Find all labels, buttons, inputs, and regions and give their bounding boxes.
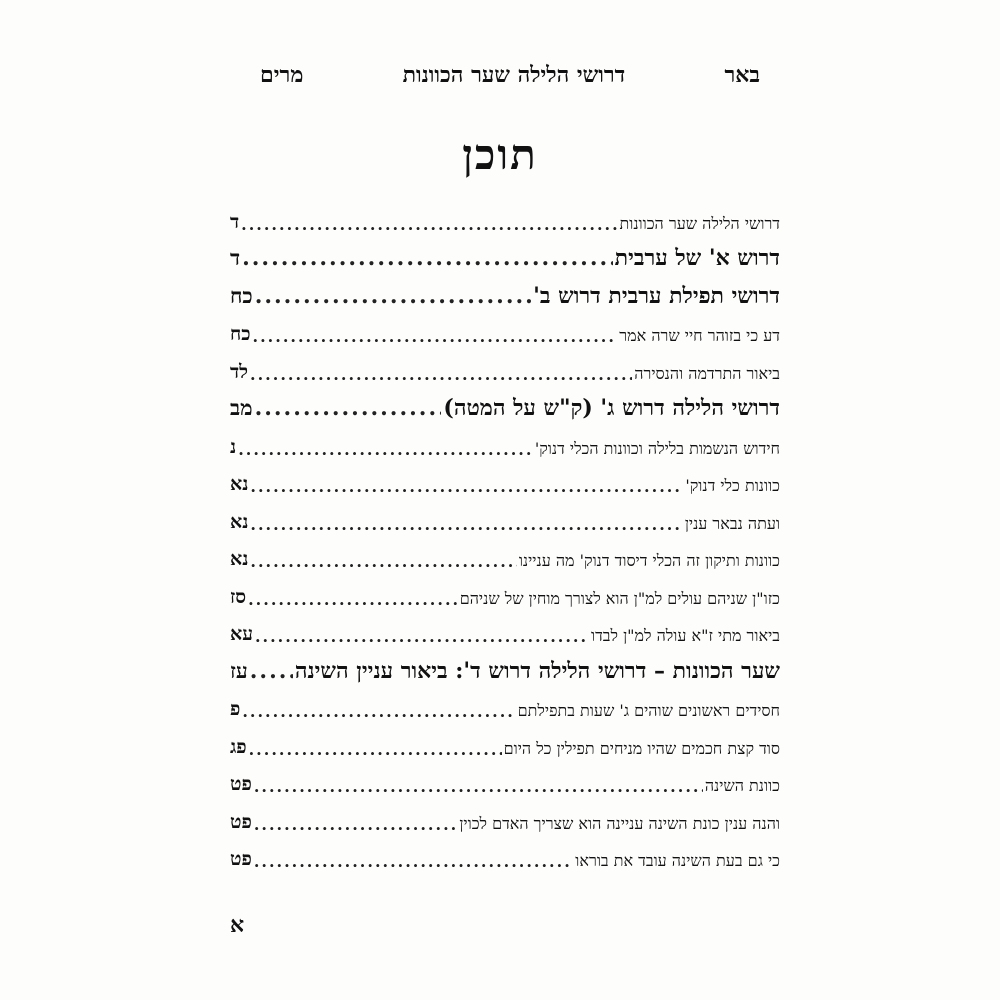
dot-leader bbox=[242, 245, 613, 271]
toc-entry-label: דרושי הלילה שער הכוונות bbox=[619, 213, 780, 233]
toc-entry bbox=[230, 271, 780, 309]
toc-entry-page: עז bbox=[230, 657, 248, 683]
toc-entry bbox=[230, 459, 780, 497]
toc-entry bbox=[230, 496, 780, 534]
toc-entry-label: כזו"ן שניהם עולים למ"ן הוא לצורך מוחין של שניהם bbox=[459, 588, 780, 608]
toc-entry-label: חסידים ראשונים שוהים ג' שעות בתפילתם bbox=[517, 701, 780, 720]
toc-entry bbox=[230, 421, 780, 459]
running-head-right: באר bbox=[724, 62, 760, 88]
toc-entry bbox=[230, 346, 780, 384]
toc-entry-label: ביאור מתי ז"א עולה למ"ן לבדו bbox=[591, 626, 780, 645]
toc-entry-page: כח bbox=[230, 282, 253, 308]
dot-leader bbox=[250, 552, 516, 571]
toc-entry bbox=[230, 721, 780, 759]
toc-entry-label: ועתה נבאר ענין bbox=[684, 513, 780, 533]
dot-leader bbox=[255, 283, 531, 309]
toc-entry-page: פט bbox=[230, 810, 252, 833]
dot-leader bbox=[250, 477, 683, 496]
toc-entry bbox=[230, 759, 780, 797]
toc-entry-label: דע כי בזוהר חיי שרה אמר bbox=[619, 326, 780, 345]
toc-entry bbox=[230, 609, 780, 647]
dot-leader bbox=[253, 327, 618, 346]
toc-entry-page: עא bbox=[230, 623, 253, 645]
toc-entry-page: פט bbox=[230, 848, 252, 870]
toc-entry-label: דרושי תפילת ערבית דרוש ב' bbox=[533, 282, 780, 309]
toc-entry bbox=[230, 196, 780, 234]
toc-entry-page: ד bbox=[230, 210, 240, 233]
toc-entry bbox=[230, 684, 780, 722]
toc-entry-label: דרוש א' של ערבית bbox=[614, 245, 780, 271]
dot-leader bbox=[242, 702, 515, 721]
toc-entry bbox=[230, 234, 780, 272]
toc-entry-label: דרושי הלילה דרוש ג' (ק"ש על המטה) bbox=[443, 395, 780, 421]
toc-entry bbox=[230, 834, 780, 872]
dot-leader bbox=[250, 365, 632, 384]
toc-entry-page: נא bbox=[230, 548, 249, 570]
toc-entry bbox=[230, 571, 780, 609]
toc-entry bbox=[230, 796, 780, 834]
dot-leader bbox=[248, 590, 458, 609]
toc-entry-page: מב bbox=[230, 395, 253, 420]
dot-leader bbox=[255, 395, 442, 421]
toc-entry bbox=[230, 534, 780, 572]
dot-leader bbox=[250, 658, 293, 684]
toc-entry-page: סז bbox=[230, 585, 247, 608]
toc-entry-label: שער הכוונות – דרושי הלילה דרוש ד': ביאור עניין השינה bbox=[294, 657, 780, 684]
toc-entry-label: והנה ענין כונת השינה עניינה הוא שצריך האדם לכוין bbox=[459, 813, 780, 833]
toc-entry-label: כוונות ותיקון זה הכלי דיסוד דנוק' מה עניינו bbox=[518, 551, 780, 570]
running-head-center: דרושי הלילה שער הכוונות bbox=[402, 62, 626, 88]
dot-leader bbox=[250, 515, 682, 534]
toc-entry-label: חידוש הנשמות בלילה וכוונות הכלי דנוק' bbox=[534, 438, 780, 458]
toc-entry-page: פט bbox=[230, 773, 252, 795]
dot-leader bbox=[254, 815, 458, 834]
dot-leader bbox=[238, 440, 533, 459]
toc-entry-label: כוונת השינה bbox=[704, 776, 780, 795]
toc-entry-page: פ bbox=[230, 698, 241, 720]
dot-leader bbox=[255, 627, 589, 646]
page-folio: א bbox=[230, 912, 245, 938]
toc-title: תוכן bbox=[462, 130, 538, 179]
toc-entry-label: כי גם בעת השינה עובד את בוראו bbox=[575, 851, 780, 870]
toc-entry-page: ד bbox=[230, 245, 241, 270]
running-head-left: מרים bbox=[260, 62, 304, 88]
dot-leader bbox=[254, 852, 573, 871]
toc-entry-page: פג bbox=[230, 735, 247, 758]
toc-entry-page: לד bbox=[230, 360, 249, 383]
running-head bbox=[260, 60, 760, 90]
toc-entry-label: סוד קצת חכמים שהיו מניחים תפילין כל היום bbox=[503, 738, 780, 758]
toc-entry-label: ביאור התרדמה והנסירה bbox=[634, 363, 780, 383]
toc-entry bbox=[230, 646, 780, 684]
toc-entry-page: נא bbox=[230, 510, 249, 533]
toc-entry-page: נא bbox=[230, 473, 249, 495]
table-of-contents bbox=[230, 196, 780, 871]
toc-entry-label: כוונות כלי דנוק' bbox=[685, 476, 780, 495]
toc-entry-page: נ bbox=[230, 435, 237, 458]
dot-leader bbox=[254, 777, 703, 796]
toc-entry bbox=[230, 309, 780, 347]
dot-leader bbox=[241, 215, 617, 234]
toc-entry-page: כח bbox=[230, 323, 251, 345]
dot-leader bbox=[249, 740, 502, 759]
toc-entry bbox=[230, 384, 780, 422]
